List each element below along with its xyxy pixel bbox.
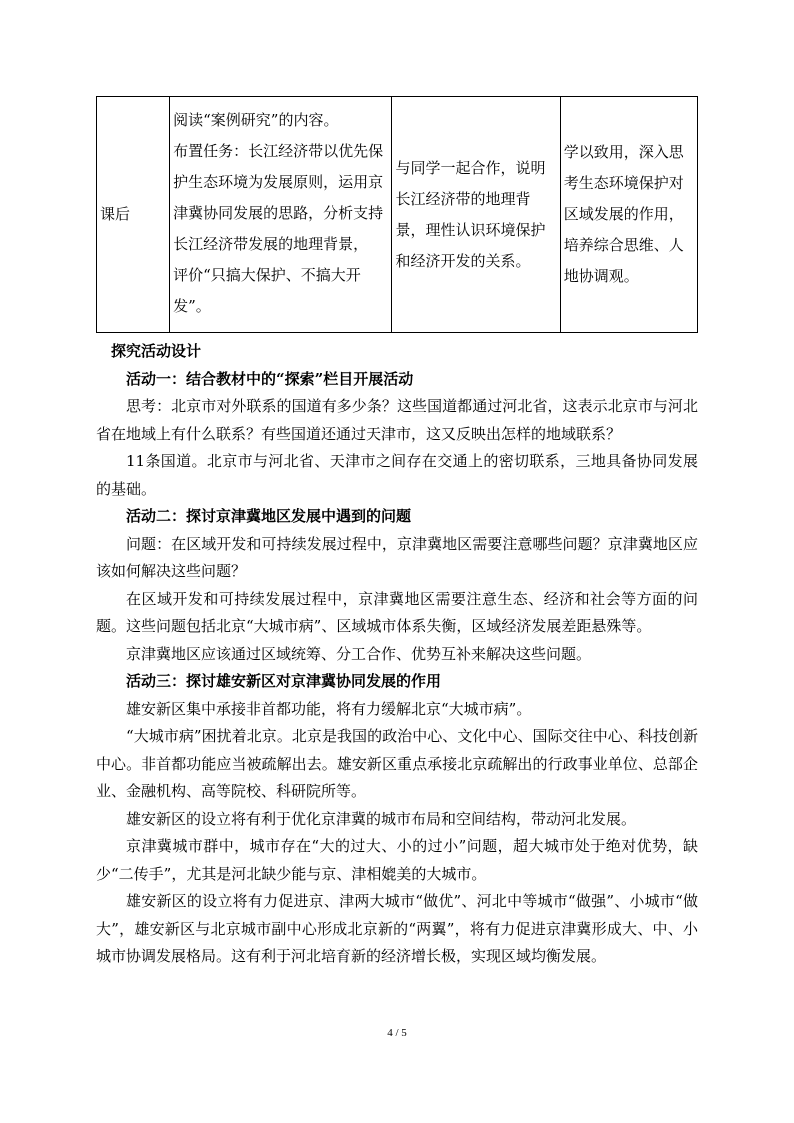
section-title: 探究活动设计: [111, 342, 202, 360]
teacher-activity-line: 阅读“案例研究”的内容。: [173, 111, 339, 129]
activity-title: 活动一：结合教材中的“探索”栏目开展活动: [126, 369, 414, 388]
design-intent-cell: 学以致用，深入思考生态环境保护对区域发展的作用，培养综合思维、人地协调观。: [560, 97, 697, 333]
activity-title: 活动三：探讨雄安新区对京津冀协同发展的作用: [126, 672, 442, 690]
lesson-plan-table: [96, 96, 698, 333]
activity-title: 活动二：探讨京津冀地区发展中遇到的问题: [126, 507, 412, 525]
paragraph: “大城市病”困扰着北京。北京是我国的政治中心、文化中心、国际交往中心、科技创新中心。非首都功能应当被疏解出去。雄安新区重点承接北京疏解出的行政事业单位、总部企业、金融机构、高等院校、科研院所等。: [96, 727, 698, 800]
paragraph: 问题：在区域开发和可持续发展过程中，京津冀地区需要注意哪些问题？京津冀地区应该如何解决这些问题？: [96, 534, 698, 580]
document-body: [96, 338, 698, 971]
paragraph: 11条国道。北京市与河北省、天津市之间存在交通上的密切联系，三地具备协同发展的基础。: [96, 452, 698, 498]
paragraph: 在区域开发和可持续发展过程中，京津冀地区需要注意生态、经济和社会等方面的问题。这些问题包括北京“大城市病”、区域城市体系失衡，区域经济发展差距悬殊等。: [96, 589, 698, 635]
paragraph: 雄安新区集中承接非首都功能，将有力缓解北京“大城市病”。: [126, 699, 532, 718]
paragraph: 思考：北京市对外联系的国道有多少条？这些国道都通过河北省，这表示北京市与河北省在地域上有什么联系？有些国道还通过天津市，这又反映出怎样的地域联系？: [96, 397, 698, 443]
paragraph: 京津冀地区应该通过区域统筹、分工合作、优势互补来解决这些问题。: [126, 644, 592, 663]
paragraph: 雄安新区的设立将有力促进京、津两大城市“做优”、河北中等城市“做强”、小城市“做大”，雄安新区与北京城市副中心形成北京新的“两翼”，将有力促进京津冀形成大、中、小城市协调发展格局。这有利于河北培育新的经济增长极，实现区域均衡发展。: [96, 892, 698, 965]
paragraph: 雄安新区的设立将有利于优化京津冀的城市布局和空间结构，带动河北发展。: [126, 809, 637, 828]
table-row: [97, 97, 698, 333]
paragraph: 京津冀城市群中，城市存在“大的过大、小的过小”问题，超大城市处于绝对优势，缺少“二传手”，尤其是河北缺少能与京、津相媲美的大城市。: [96, 837, 698, 883]
teacher-activity-line: 布置任务：长江经济带以优先保护生态环境为发展原则，运用京津冀协同发展的思路，分析支持长江经济带发展的地理背景， 评价“只搞大保护、不搞大开发”。: [173, 142, 384, 315]
student-activity-cell: 与同学一起合作，说明长江经济带的地理背景，理性认识环境保护和经济开发的关系。: [392, 97, 560, 333]
page-number: 4 / 5: [387, 1027, 407, 1039]
stage-cell: 课后: [97, 97, 170, 333]
teacher-activity-cell: [170, 97, 392, 333]
